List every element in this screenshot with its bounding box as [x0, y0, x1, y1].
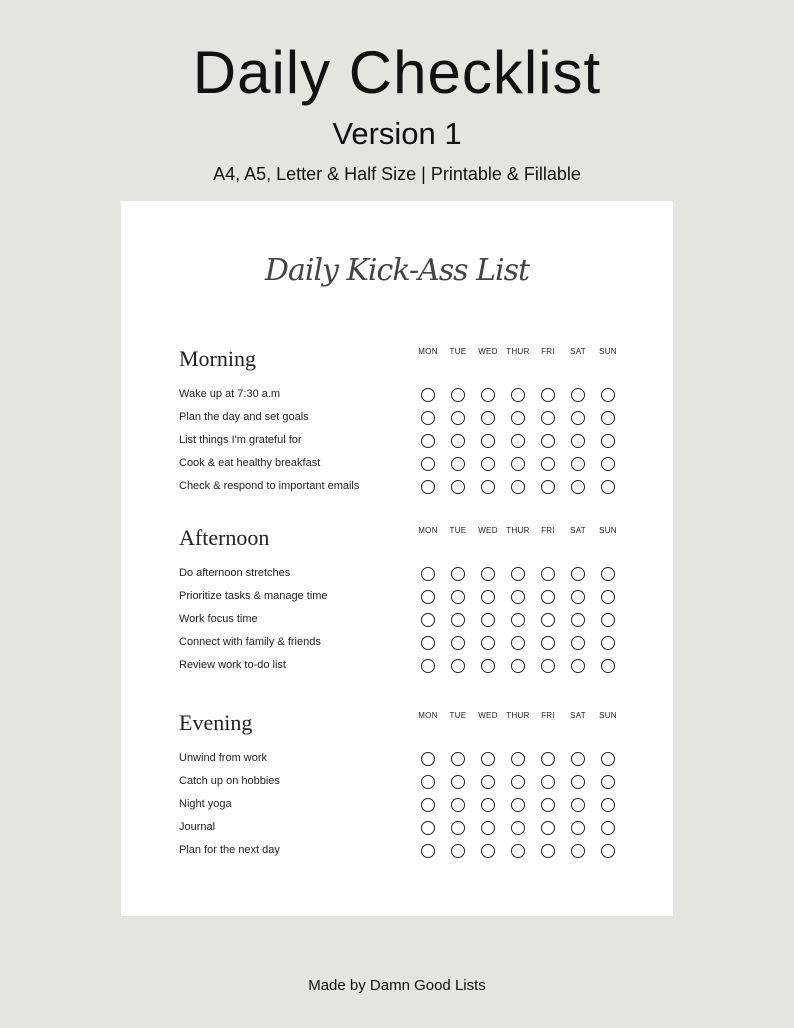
- task-label: Night yoga: [179, 798, 232, 810]
- checkbox-fri[interactable]: [541, 388, 555, 402]
- checkbox-sat[interactable]: [571, 457, 585, 471]
- checkbox-tue[interactable]: [451, 844, 465, 858]
- sheet-title: Daily Kick-Ass List: [264, 253, 530, 288]
- checkbox-fri[interactable]: [541, 798, 555, 812]
- checkbox-sun[interactable]: [601, 567, 615, 581]
- checkbox-thur[interactable]: [511, 798, 525, 812]
- checkbox-mon[interactable]: [421, 844, 435, 858]
- day-header: WED: [478, 711, 498, 720]
- checkbox-sun[interactable]: [601, 480, 615, 494]
- checkbox-thur[interactable]: [511, 388, 525, 402]
- checkbox-thur[interactable]: [511, 659, 525, 673]
- day-header: FRI: [541, 711, 555, 720]
- checkbox-mon[interactable]: [421, 480, 435, 494]
- checkbox-thur[interactable]: [511, 411, 525, 425]
- checkbox-sun[interactable]: [601, 659, 615, 673]
- checkbox-wed[interactable]: [481, 844, 495, 858]
- day-header: SUN: [599, 526, 617, 535]
- task-label: Plan for the next day: [179, 844, 280, 856]
- checkbox-fri[interactable]: [541, 636, 555, 650]
- checkbox-thur[interactable]: [511, 821, 525, 835]
- section-title: Afternoon: [179, 525, 270, 550]
- checkbox-tue[interactable]: [451, 821, 465, 835]
- task-label: Wake up at 7:30 a.m: [179, 388, 281, 400]
- checkbox-sun[interactable]: [601, 636, 615, 650]
- checkbox-mon[interactable]: [421, 590, 435, 604]
- checkbox-mon[interactable]: [421, 411, 435, 425]
- checkbox-fri[interactable]: [541, 411, 555, 425]
- checkbox-thur[interactable]: [511, 590, 525, 604]
- version-label: Version 1: [332, 116, 462, 151]
- checkbox-wed[interactable]: [481, 434, 495, 448]
- checklist-sheet: [121, 201, 673, 916]
- checkbox-wed[interactable]: [481, 821, 495, 835]
- checkbox-fri[interactable]: [541, 613, 555, 627]
- checkbox-fri[interactable]: [541, 775, 555, 789]
- checkbox-thur[interactable]: [511, 434, 525, 448]
- task-label: List things I'm grateful for: [179, 434, 302, 446]
- checkbox-sun[interactable]: [601, 752, 615, 766]
- checkbox-tue[interactable]: [451, 480, 465, 494]
- day-header: SUN: [599, 711, 617, 720]
- checkbox-wed[interactable]: [481, 590, 495, 604]
- checkbox-sun[interactable]: [601, 613, 615, 627]
- day-header: THUR: [506, 526, 530, 535]
- page-title: Daily Checklist: [192, 39, 602, 106]
- day-header: TUE: [449, 711, 467, 720]
- checkbox-fri[interactable]: [541, 434, 555, 448]
- checkbox-tue[interactable]: [451, 659, 465, 673]
- checkbox-mon[interactable]: [421, 752, 435, 766]
- checkbox-wed[interactable]: [481, 659, 495, 673]
- day-header: FRI: [541, 347, 555, 356]
- task-label: Work focus time: [179, 613, 258, 625]
- checkbox-sat[interactable]: [571, 821, 585, 835]
- day-header: SAT: [570, 526, 586, 535]
- checkbox-mon[interactable]: [421, 775, 435, 789]
- checkbox-fri[interactable]: [541, 659, 555, 673]
- checkbox-fri[interactable]: [541, 590, 555, 604]
- checkbox-sat[interactable]: [571, 636, 585, 650]
- task-label: Connect with family & friends: [179, 636, 321, 648]
- checkbox-mon[interactable]: [421, 798, 435, 812]
- checkbox-thur[interactable]: [511, 775, 525, 789]
- checkbox-wed[interactable]: [481, 457, 495, 471]
- day-header: SAT: [570, 347, 586, 356]
- task-label: Catch up on hobbies: [179, 775, 280, 787]
- checkbox-sun[interactable]: [601, 798, 615, 812]
- day-header: WED: [478, 347, 498, 356]
- checkbox-fri[interactable]: [541, 821, 555, 835]
- checkbox-tue[interactable]: [451, 752, 465, 766]
- checkbox-wed[interactable]: [481, 752, 495, 766]
- day-header: SAT: [570, 711, 586, 720]
- checkbox-mon[interactable]: [421, 659, 435, 673]
- checkbox-sat[interactable]: [571, 613, 585, 627]
- checkbox-sat[interactable]: [571, 659, 585, 673]
- checkbox-sat[interactable]: [571, 775, 585, 789]
- checkbox-sun[interactable]: [601, 434, 615, 448]
- checkbox-sat[interactable]: [571, 388, 585, 402]
- day-header: TUE: [449, 526, 467, 535]
- task-label: Cook & eat healthy breakfast: [179, 457, 321, 469]
- task-label: Prioritize tasks & manage time: [179, 590, 328, 602]
- checkbox-tue[interactable]: [451, 567, 465, 581]
- day-header: TUE: [449, 347, 467, 356]
- checkbox-sun[interactable]: [601, 457, 615, 471]
- checkbox-mon[interactable]: [421, 457, 435, 471]
- checkbox-sat[interactable]: [571, 411, 585, 425]
- day-header: WED: [478, 526, 498, 535]
- day-header: THUR: [506, 347, 530, 356]
- checkbox-fri[interactable]: [541, 844, 555, 858]
- day-header: SUN: [599, 347, 617, 356]
- checkbox-tue[interactable]: [451, 590, 465, 604]
- checkbox-fri[interactable]: [541, 567, 555, 581]
- checkbox-wed[interactable]: [481, 636, 495, 650]
- checkbox-wed[interactable]: [481, 613, 495, 627]
- checkbox-mon[interactable]: [421, 567, 435, 581]
- checkbox-wed[interactable]: [481, 388, 495, 402]
- checkbox-mon[interactable]: [421, 821, 435, 835]
- task-label: Plan the day and set goals: [179, 411, 309, 423]
- checkbox-thur[interactable]: [511, 567, 525, 581]
- checkbox-sat[interactable]: [571, 480, 585, 494]
- checkbox-sun[interactable]: [601, 590, 615, 604]
- formats-label: A4, A5, Letter & Half Size | Printable & Fillable: [213, 164, 581, 184]
- checkbox-thur[interactable]: [511, 457, 525, 471]
- checkbox-tue[interactable]: [451, 411, 465, 425]
- checkbox-tue[interactable]: [451, 613, 465, 627]
- day-header: FRI: [541, 526, 555, 535]
- checkbox-mon[interactable]: [421, 613, 435, 627]
- checkbox-sun[interactable]: [601, 775, 615, 789]
- checkbox-fri[interactable]: [541, 457, 555, 471]
- checkbox-tue[interactable]: [451, 388, 465, 402]
- checkbox-tue[interactable]: [451, 434, 465, 448]
- checkbox-mon[interactable]: [421, 636, 435, 650]
- checkbox-wed[interactable]: [481, 567, 495, 581]
- checkbox-thur[interactable]: [511, 480, 525, 494]
- checkbox-wed[interactable]: [481, 411, 495, 425]
- checkbox-wed[interactable]: [481, 798, 495, 812]
- checkbox-mon[interactable]: [421, 434, 435, 448]
- checkbox-tue[interactable]: [451, 457, 465, 471]
- day-header: MON: [418, 526, 438, 535]
- task-label: Journal: [179, 821, 216, 833]
- checkbox-wed[interactable]: [481, 480, 495, 494]
- checkbox-tue[interactable]: [451, 775, 465, 789]
- checkbox-tue[interactable]: [451, 798, 465, 812]
- task-label: Review work to-do list: [179, 659, 286, 671]
- section-title: Morning: [179, 346, 256, 371]
- checkbox-thur[interactable]: [511, 844, 525, 858]
- task-label: Check & respond to important emails: [179, 480, 360, 492]
- checkbox-fri[interactable]: [541, 480, 555, 494]
- checkbox-sat[interactable]: [571, 752, 585, 766]
- day-header: MON: [418, 347, 438, 356]
- checkbox-sat[interactable]: [571, 567, 585, 581]
- checkbox-wed[interactable]: [481, 775, 495, 789]
- task-label: Do afternoon stretches: [179, 567, 291, 579]
- checkbox-thur[interactable]: [511, 636, 525, 650]
- day-header: MON: [418, 711, 438, 720]
- checkbox-sun[interactable]: [601, 844, 615, 858]
- section-title: Evening: [179, 710, 253, 735]
- footer-credit: Made by Damn Good Lists: [308, 977, 486, 994]
- checkbox-thur[interactable]: [511, 752, 525, 766]
- checkbox-tue[interactable]: [451, 636, 465, 650]
- checkbox-sat[interactable]: [571, 798, 585, 812]
- day-header: THUR: [506, 711, 530, 720]
- checkbox-mon[interactable]: [421, 388, 435, 402]
- checkbox-sat[interactable]: [571, 434, 585, 448]
- checkbox-thur[interactable]: [511, 613, 525, 627]
- checkbox-sat[interactable]: [571, 844, 585, 858]
- checkbox-sun[interactable]: [601, 388, 615, 402]
- checkbox-fri[interactable]: [541, 752, 555, 766]
- checkbox-sun[interactable]: [601, 411, 615, 425]
- task-label: Unwind from work: [179, 752, 268, 764]
- checkbox-sat[interactable]: [571, 590, 585, 604]
- checkbox-sun[interactable]: [601, 821, 615, 835]
